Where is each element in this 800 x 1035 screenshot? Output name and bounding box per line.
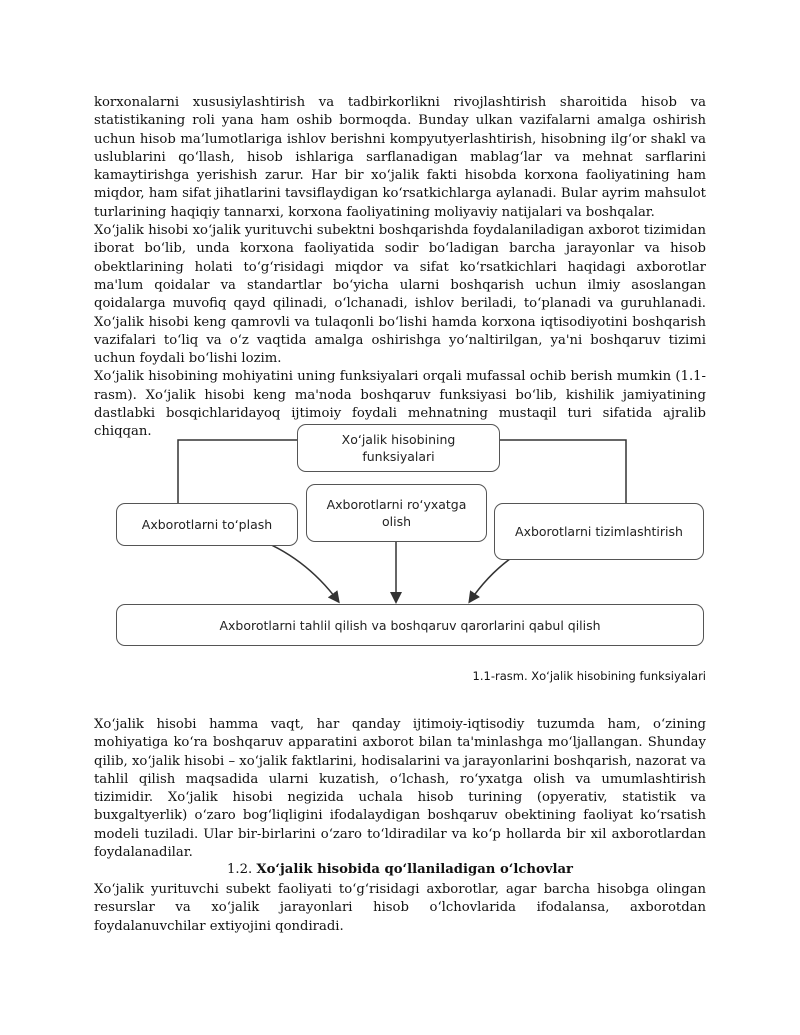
connector-top-right xyxy=(500,440,626,503)
bottom-text-section xyxy=(94,716,706,862)
last-text-section xyxy=(94,881,706,936)
section-number: 1.2. xyxy=(227,862,253,877)
functions-diagram xyxy=(110,420,710,652)
paragraph: Xo‘jalik hisobi hamma vaqt, har qanday ijtimoiy-iqtisodiy tuzumda ham, o‘zining mohiyatiga ko‘ra boshqaruv apparatini axborot bilan ta'minlashga mo‘ljallangan. Shunday qilib, xo‘jalik hisobi – xo‘jalik faktlarini, hodisalarini va jarayonlarini boshqarish, nazorat va tahlil qilish maqsadida ularni kuzatish, o‘lchash, ro‘yxatga olish va umumlashtirish tizimidir. Xo‘jalik hisobi negizida uchala hisob turining (opyerativ, statistik va buxgaltyerlik) o‘zaro bog‘liqligini ifodalaydigan boshqaruv obektining faoliyat ko‘rsatish modeli tuziladi. Ular bir-birlarini o‘zaro to‘ldiradilar va ko‘p hollarda bir xil axborotlardan foydalanadilar. xyxy=(94,717,706,861)
section-title: Xo‘jalik hisobida qo‘llaniladigan o‘lchovlar xyxy=(256,862,573,877)
paragraph: Xo‘jalik yurituvchi subekt faoliyati to‘g‘risidagi axborotlar, agar barcha hisobga olingan resurslar va xo‘jalik jarayonlari hisob o‘lchovlarida ifodalansa, axborotdan foydalanuvchilar extiyojini qondiradi. xyxy=(94,882,706,934)
paragraph: Xo‘jalik hisobining mohiyatini uning funksiyalari orqali mufassal ochib berish mumkin (1.1-rasm). Xo‘jalik hisobi keng ma'noda boshqaruv funksiyasi bo‘lib, kishilik jamiyatining dastlabki bosqichlaridayoq ijtimoiy foydali mehnatning mustaqil turi sifatida ajralib chiqqan. xyxy=(94,369,706,440)
diagram-box-left: Axborotlarni to‘plash xyxy=(116,503,298,546)
diagram-box-middle: Axborotlarni ro‘yxatga olish xyxy=(306,484,487,542)
connector-top-left xyxy=(178,440,297,503)
diagram-box-right: Axborotlarni tizimlashtirish xyxy=(494,503,704,560)
paragraph: Xo‘jalik hisobi xo‘jalik yurituvchi subektni boshqarishda foydalaniladigan axborot tizimidan iborat bo‘lib, unda korxona faoliyatida sodir bo‘ladigan barcha jarayonlar va hisob obektlarining holati to‘g‘risidagi miqdor va sifat ko‘rsatkichlari haqidagi axborotlar ma'lum qoidalar va standartlar bo‘yicha ularni boshqarish uchun ilmiy asoslangan qoidalarga muvofiq qayd qilinadi, o‘lchanadi, ishlov beriladi, to‘planadi va guruhlanadi. Xo‘jalik hisobi keng qamrovli va tulaqonli bo‘lishi hamda korxona iqtisodiyotini boshqarish vazifalari to‘liq va o‘z vaqtida amalga oshirishga yo‘naltirilgan, ya'ni boshqaruv tizimi uchun foydali bo‘lishi lozim. xyxy=(94,223,706,367)
diagram-box-top: Xo‘jalik hisobining funksiyalari xyxy=(297,424,500,472)
top-text-section xyxy=(94,94,706,442)
diagram-box-bottom: Axborotlarni tahlil qilish va boshqaruv qarorlarini qabul qilish xyxy=(116,604,704,646)
section-heading xyxy=(94,862,706,877)
paragraph: korxonalarni xususiylashtirish va tadbirkorlikni rivojlashtirish sharoitida hisob va statistikaning roli yana ham oshib bormoqda. Bunday ulkan vazifalarni amalga oshirish uchun hisob ma’lumotlariga ishlov berishni kompyutyerlashtirish, hisobning ilg‘or shakl va uslublarini qo‘llash, hisob ishlariga sarflanadigan mablag‘lar va mehnat sarflarini kamaytirishga yerishish zarur. Har bir xo‘jalik fakti hisobda korxona faoliyatining ham miqdor, ham sifat jihatlarini tavsiflaydigan ko‘rsatkichlarga aylanadi. Bular ayrim mahsulot turlarining haqiqiy tannarxi, korxona faoliyatining moliyaviy natijalari va boshqalar. xyxy=(94,95,706,220)
figure-caption: 1.1-rasm. Xo‘jalik hisobining funksiyalari xyxy=(472,669,706,683)
